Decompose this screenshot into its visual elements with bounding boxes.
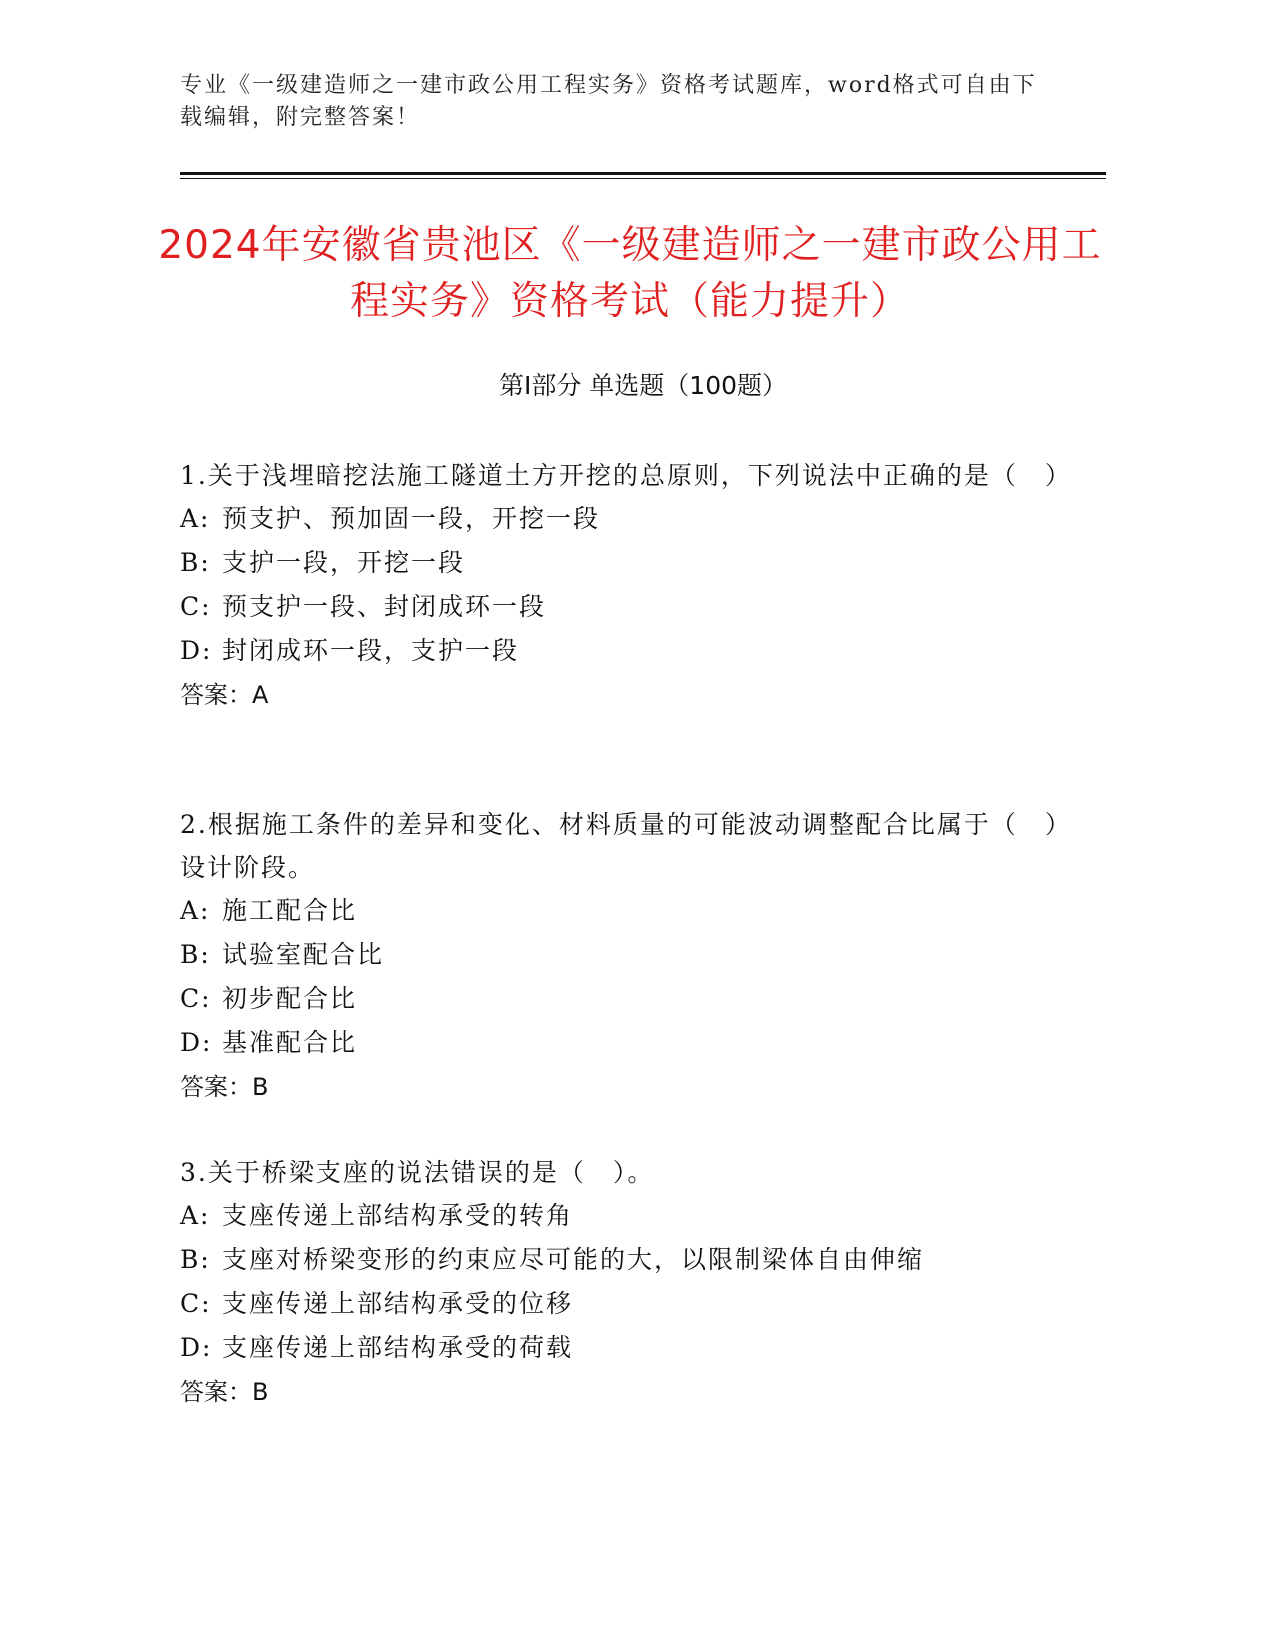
option-c [180, 585, 1080, 629]
option-letter: C: [180, 592, 212, 621]
option-c [180, 977, 1080, 1021]
option-text: 预支护、预加固一段，开挖一段 [222, 504, 601, 533]
option-letter: C: [180, 984, 212, 1013]
option-text: 试验室配合比 [222, 940, 385, 969]
answer-line: 答案：B [180, 1073, 269, 1101]
question-stem: 1.关于浅埋暗挖法施工隧道土方开挖的总原则，下列说法中正确的是（ ） [180, 461, 1072, 490]
option-d [180, 1021, 1080, 1065]
header-rule-thin [180, 178, 1106, 179]
option-text: 支座传递上部结构承受的位移 [222, 1289, 574, 1318]
section-heading: 第Ⅰ部分 单选题（100题） [498, 371, 788, 400]
option-letter: D: [180, 1028, 213, 1057]
option-letter: A: [180, 896, 211, 925]
option-text: 基准配合比 [222, 1028, 358, 1057]
option-text: 预支护一段、封闭成环一段 [222, 592, 547, 621]
option-letter: C: [180, 1289, 212, 1318]
option-b [180, 541, 1080, 585]
header-note: 专业《一级建造师之一建市政公用工程实务》资格考试题库，word格式可自由下载编辑，附完整答案！ [180, 73, 1037, 130]
option-letter: B: [180, 548, 211, 577]
option-a [180, 889, 1080, 933]
option-text: 支座传递上部结构承受的转角 [222, 1201, 574, 1230]
option-c [180, 1282, 1080, 1326]
question-1 [180, 454, 1080, 717]
answer-line: 答案：B [180, 1378, 269, 1406]
question-stem: 2.根据施工条件的差异和变化、材料质量的可能波动调整配合比属于（ ）设计阶段。 [180, 810, 1072, 882]
option-text: 封闭成环一段，支护一段 [222, 636, 520, 665]
option-d [180, 1326, 1080, 1370]
option-letter: D: [180, 1333, 213, 1362]
option-letter: A: [180, 1201, 211, 1230]
question-2 [180, 803, 1080, 1109]
option-text: 初步配合比 [222, 984, 358, 1013]
option-b [180, 933, 1080, 977]
answer-line: 答案：A [180, 681, 269, 709]
option-letter: B: [180, 1245, 211, 1274]
option-text: 支座对桥梁变形的约束应尽可能的大，以限制梁体自由伸缩 [222, 1245, 925, 1274]
option-text: 施工配合比 [222, 896, 358, 925]
option-d [180, 629, 1080, 673]
option-a [180, 1194, 1080, 1238]
option-a [180, 497, 1080, 541]
option-text: 支座传递上部结构承受的荷载 [222, 1333, 574, 1362]
document-title: 2024年安徽省贵池区《一级建造师之一建市政公用工程实务》资格考试（能力提升） [158, 223, 1102, 324]
question-stem: 3.关于桥梁支座的说法错误的是（ ）。 [180, 1158, 655, 1187]
header-rule-thick [180, 172, 1106, 175]
option-letter: D: [180, 636, 213, 665]
option-letter: A: [180, 504, 211, 533]
option-letter: B: [180, 940, 211, 969]
option-b [180, 1238, 1080, 1282]
option-text: 支护一段，开挖一段 [222, 548, 466, 577]
question-3 [180, 1151, 1080, 1414]
